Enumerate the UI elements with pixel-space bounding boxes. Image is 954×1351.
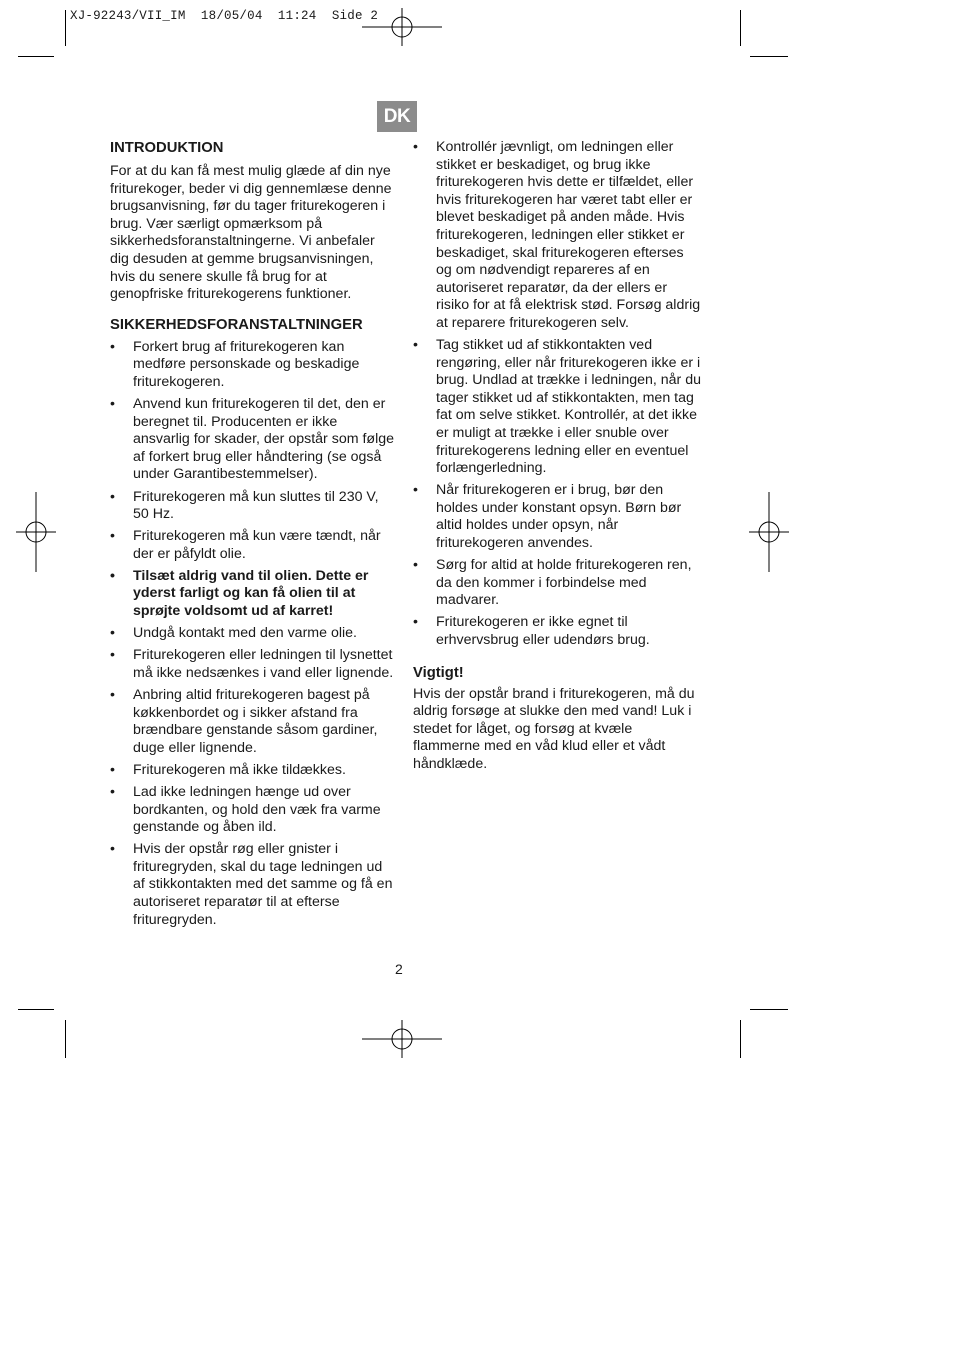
list-item: • Når friturekogeren er i brug, bør den holdes under konstant opsyn. Børn bør altid holdes under opsyn, når friturekogeren anvendes.	[413, 482, 703, 552]
list-item: • Forkert brug af friturekogeren kan medføre personskade og beskadige friturekogeren.	[110, 339, 395, 392]
safety-list	[110, 339, 395, 929]
section-heading-introduction: INTRODUKTION	[110, 140, 224, 156]
list-item: • Friturekogeren er ikke egnet til erhvervsbrug eller udendørs brug.	[413, 614, 703, 649]
list-item: • Kontrollér jævnligt, om ledningen eller stikket er beskadiget, og brug ikke friturekogeren hvis dette er tilfældet, eller hvis friturekogeren har været tabt eller er blevet beskadiget på anden måde. Hvis friturekogeren, ledningen eller stikket er beskadiget, skal friturekogeren efterses og om nødvendigt repareres af en autoriseret reparatør, da der ellers er risiko for at få elektrisk stød. Forsøg aldrig at reparere friturekogeren selv.	[413, 139, 703, 333]
list-item: • Anvend kun friturekogeren til det, den er beregnet til. Producenten er ikke ansvarlig for skader, der opstår som følge af forkert brug eller håndtering (se også under Garantibestemmelser).	[110, 396, 395, 484]
printer-slug: XJ-92243/VII_IM 18/05/04 11:24 Side 2	[70, 9, 379, 23]
section-heading-safety: SIKKERHEDSFORANSTALTNINGER	[110, 316, 363, 333]
registration-mark-icon	[747, 492, 791, 572]
list-item: • Hvis der opstår røg eller gnister i frituregryden, skal du tage ledningen ud af stikkontakten med det samme og få en autoriseret reparatør til at efterse frituregryden.	[110, 841, 395, 929]
list-item: • Friturekogeren eller ledningen til lysnettet må ikke nedsænkes i vand eller lignende.	[110, 647, 395, 682]
crop-mark	[750, 56, 788, 57]
page-number: 2	[395, 961, 403, 977]
crop-mark	[65, 1020, 66, 1058]
list-item: • Tag stikket ud af stikkontakten ved rengøring, eller når friturekogeren ikke er i brug. Undlad at trække i ledningen, når du tager stikket ud af stikkontakten, men tag fat om selve stikket. Kontrollér, at det ikke er muligt at trække i eller snuble over friturekogerens ledning eller en eventuel forlængerledning.	[413, 337, 703, 478]
intro-paragraph: For at du kan få mest mulig glæde af din nye friturekoger, beder vi dig gennemlæse denne brugsanvisning, før du tager friturekogeren i brug. Vær særligt opmærksom på sikkerhedsforanstaltningerne. Vi anbefaler dig desuden at gemme brugsanvisningen, hvis du senere skulle få brug for at genopfriske friturekogerens funktioner.	[110, 163, 392, 303]
list-item: • Sørg for altid at holde friturekogeren ren, da den kommer i forbindelse med madvarer.	[413, 557, 703, 610]
important-paragraph: Hvis der opstår brand i friturekogeren, må du aldrig forsøge at slukke den med vand! Luk i stedet for låget, og forsøg at kvæle flammerne med en våd klud eller et vådt håndklæde.	[413, 685, 695, 772]
list-item: • Undgå kontakt med den varme olie.	[110, 625, 395, 643]
crop-mark	[18, 56, 54, 57]
left-column	[110, 139, 395, 934]
important-heading: Vigtigt!	[413, 664, 464, 681]
list-item: • Anbring altid friturekogeren bagest på køkkenbordet og i sikker afstand fra brændbare genstande såsom gardiner, duge eller lignende.	[110, 687, 395, 757]
list-item: • Friturekogeren må kun være tændt, når der er påfyldt olie.	[110, 528, 395, 563]
registration-mark-icon	[362, 1020, 442, 1060]
crop-mark	[18, 1009, 54, 1010]
crop-mark	[65, 10, 66, 46]
list-item: • Friturekogeren må kun sluttes til 230 V, 50 Hz.	[110, 489, 395, 524]
language-tab: DK	[377, 101, 417, 132]
registration-mark-icon	[362, 6, 442, 46]
registration-mark-icon	[14, 492, 58, 572]
crop-mark	[750, 1009, 788, 1010]
crop-mark	[740, 10, 741, 46]
right-column	[413, 139, 703, 786]
crop-mark	[740, 1020, 741, 1058]
list-item: • Friturekogeren må ikke tildækkes.	[110, 762, 395, 780]
safety-list-continued	[413, 139, 703, 650]
list-item-warning: • Tilsæt aldrig vand til olien. Dette er yderst farligt og kan få olien til at sprøjte voldsomt ud af karret!	[110, 568, 395, 621]
list-item: • Lad ikke ledningen hænge ud over bordkanten, og hold den væk fra varme genstande og åben ild.	[110, 784, 395, 837]
